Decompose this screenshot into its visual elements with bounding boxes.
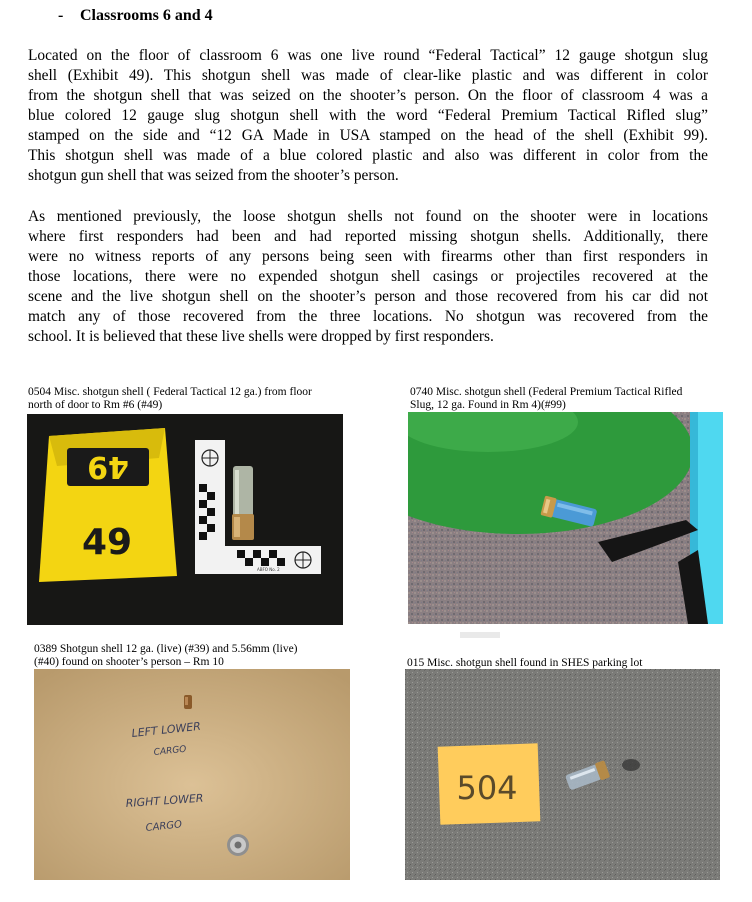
paragraph-line: from the shotgun shell that was seized on the shooter’s person. On the floor of classroom 4 was a xyxy=(28,87,708,104)
caption-line: 0504 Misc. shotgun shell ( Federal Tactical 12 ga.) from floor xyxy=(28,386,312,398)
paragraph-classrooms xyxy=(28,46,708,186)
paragraph-line: shell (Exhibit 49). This shotgun shell was made of clear-like plastic and was different in color xyxy=(28,67,708,84)
marker-top-number: 49 xyxy=(87,449,129,484)
heading-title: Classrooms 6 and 4 xyxy=(80,7,213,24)
caption-line: north of door to Rm #6 (#49) xyxy=(28,399,163,411)
scan-artifact xyxy=(460,632,500,638)
paragraph-line: stamped on the side and “12 GA Made in USA stamped on the head of the shell (Exhibit 99). xyxy=(28,127,708,144)
paragraph-line: shotgun gun shell that was seized from the shooter’s person. xyxy=(28,167,399,184)
marker-front-number: 49 xyxy=(81,522,133,563)
handwritten-note: LEFT LOWER xyxy=(130,719,202,740)
caption-line: Slug, 12 ga. Found in Rm 4)(#99) xyxy=(410,399,566,411)
evidence-note-number: 504 xyxy=(456,769,518,807)
evidence-photo-exhibit-99 xyxy=(408,412,723,624)
paragraph-line: As mentioned previously, the loose shotgun shells not found on the shooter were in locations xyxy=(28,208,708,225)
paragraph-conclusion xyxy=(28,207,708,347)
evidence-photo-parking-lot xyxy=(405,669,720,880)
paragraph-line: scene and the live shotgun shell on the shooter’s person and those recovered from his car did not xyxy=(28,288,708,305)
paragraph-line: blue colored 12 gauge slug shotgun shell with the word “Federal Premium Tactical Rifled slug” xyxy=(28,107,708,124)
caption-line: 0740 Misc. shotgun shell (Federal Premium Tactical Rifled xyxy=(410,386,683,398)
handwritten-note: CARGO xyxy=(153,744,187,758)
handwritten-note: RIGHT LOWER xyxy=(125,791,204,810)
handwritten-note: CARGO xyxy=(145,819,183,834)
paragraph-line: those locations, there were no expended shotgun shell casings or projectiles recovered at the xyxy=(28,268,708,285)
evidence-photo-exhibit-49 xyxy=(27,414,343,625)
evidence-photo-exhibits-39-40 xyxy=(34,669,350,880)
paragraph-line: match any of those recovered from the three locations. No shotgun was recovered from the xyxy=(28,308,708,325)
photo-caption-2 xyxy=(410,386,682,412)
caption-line: 015 Misc. shotgun shell found in SHES parking lot xyxy=(407,657,643,669)
ruler-label: ABFO No. 2 xyxy=(257,567,280,572)
paragraph-line: where first responders had been and had reported missing shotgun shells. Additionally, there xyxy=(28,228,708,245)
paragraph-line: This shotgun shell was made of a blue colored plastic and also was different in color from the xyxy=(28,147,708,164)
photo-caption-1 xyxy=(28,386,312,412)
paragraph-line: school. It is believed that these live shells were dropped by first responders. xyxy=(28,328,494,345)
paragraph-line: were no witness reports of any persons being seen with firearms other than first responders in xyxy=(28,248,708,265)
section-heading xyxy=(58,7,213,25)
caption-line: (#40) found on shooter’s person – Rm 10 xyxy=(34,656,224,668)
heading-bullet: - xyxy=(58,7,64,24)
caption-line: 0389 Shotgun shell 12 ga. (live) (#39) and 5.56mm (live) xyxy=(34,643,298,655)
photo-caption-3 xyxy=(34,643,298,669)
paragraph-line: Located on the floor of classroom 6 was one live round “Federal Tactical” 12 gauge shotgun slug xyxy=(28,47,708,64)
